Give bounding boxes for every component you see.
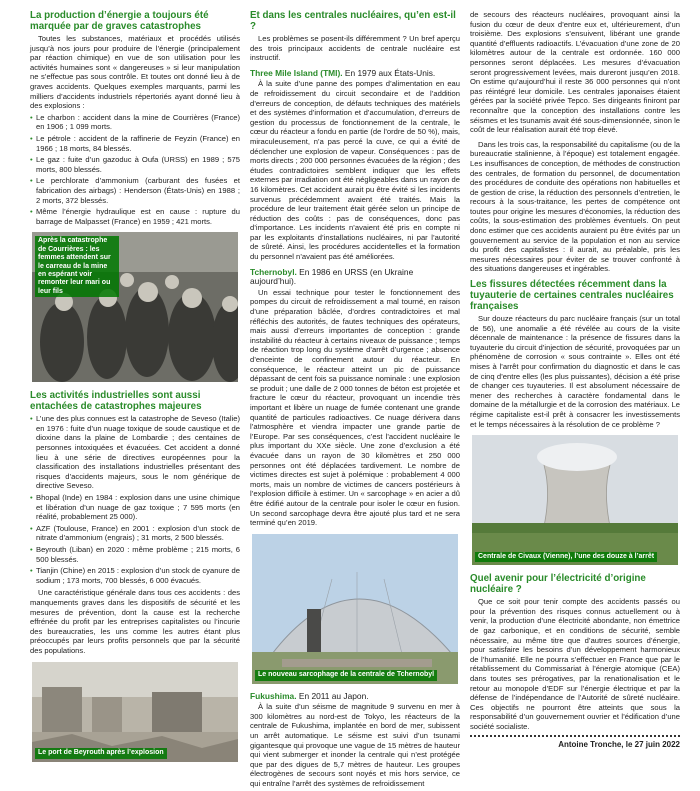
- list-item: • Beyrouth (Liban) en 2020 : même problème ; 215 morts, 6 500 blessés.: [30, 545, 240, 564]
- tchernobyl-date: En 1986 en URSS (en Ukraine aujourd’hui).: [250, 266, 414, 287]
- photo-sarcophage-image: [252, 534, 460, 684]
- paragraph-fukushima: À la suite d’un séisme de magnitude 9 survenu en mer à 300 kilomètres au nord-est de Tokyo, les réacteurs de la centrale de Fukushima, implantée en bord de mer, subissent un arrêt automatique. Le séisme est suivi d’un tsunami gigantesque qui provoque une vague de 15 mètres de hauteur qui vient submerger et inonder la centrale qui n’est protégée que par des digues de 5,7 mètres de hauteur. Les groupes électrogènes de secours sont noyés et mis hors service, ce qui entraîne l’arrêt des systèmes de refroidissement: [250, 702, 460, 789]
- paragraph-fukushima-cont: de secours des réacteurs nucléaires, provoquant ainsi la fusion du cœur de deux d’entre eux et, ultérieurement, d’un troisième. Des explosions s’ensuivent, libérant une grande quantité d’effluents radioactifs. L’évacuation d’une zone de 20 kilomètres autour de la centrale est ordonnée. 160 000 personnes seront déplacées. Les mesures d’évacuation seront progressivement levées, mais dureront jusqu’en 2018. On estime qu’aujourd’hui il reste 36 000 personnes qui n’ont pas réintégré leur domicile. Les centrales japonaises étaient gérées par la société privée Tepco. Ses dirigeants finiront par reconnaître que la conception des installations contre les séismes et les tsunamis avait été sous-dimensionnée, sinon le coût de leur réalisation aurait été trop élevé.: [470, 10, 680, 135]
- fukushima-date: En 2011 au Japon.: [296, 690, 369, 701]
- subheading-tmi: [250, 69, 460, 79]
- photo-caption: Le port de Beyrouth après l’explosion: [35, 748, 167, 758]
- column-left: [30, 10, 240, 770]
- photo-caption: Le nouveau sarcophage de la centrale de Tchernobyl: [255, 670, 437, 680]
- list-item: • Bhopal (Inde) en 1984 : explosion dans une usine chimique et libération d’un nuage de gaz toxique ; 7 595 morts (en réalité, probablement 25 000).: [30, 493, 240, 522]
- photo-civaux: [470, 433, 680, 567]
- column-right: [470, 10, 680, 750]
- photo-civaux-image: [472, 435, 680, 565]
- list-item: • Même l’énergie hydraulique est en cause : rupture du barrage de Malpasset (France) en 1959 ; 421 morts.: [30, 207, 240, 226]
- list-item: • Le perchlorate d’ammonium (carburant des fusées et fabrication des airbags) : Henderson (États-Unis) en 1988 ; 2 morts, 372 blessés.: [30, 176, 240, 205]
- paragraph-general-cause: Une caractéristique générale dans tous ces accidents : des manquements graves dans les dispositifs de sécurité et les mesures de prévention, dont la cause est la recherche effrénée du profit par les entreprises capitalistes ou l’incurie des bureaucraties, les uns comme les autres étant plus préoccupés par leurs profits personnels que par la sécurité des populations.: [30, 588, 240, 655]
- paragraph-tchernobyl: Un essai technique pour tester le fonctionnement des pompes du circuit de refroidissement a mal tourné, en raison d’une préparation bâclée, d’ordres contradictoires et mal réfléchis des autorités, de fautes techniques des opérateurs, mais aussi d’erreurs importantes de conception : grande instabilité du réacteur à certains niveaux de puissance ; temps de réaction trop long du système d’arrêt d’urgence ; absence d’enceinte de confinement autour du réacteur. En conséquence, le réacteur atteint un pic de puissance dépassant de cent fois sa puissance nominale : une explosion se produit ; une dalle de 2 000 tonnes de béton est projetée et fracture le cœur du réacteur, provoquant un incendie très important et libère un nuage de fumée contenant une grande quantité de particules radioactives. Ce nuage dérivera dans l’atmosphère et viendra impacter une grande partie de l’Europe. Par ses conséquences, c’est l’accident nucléaire le plus important du XXe siècle. Une zone d’exclusion a été évacuée dans un rayon de 30 kilomètres et 250 000 personnes ont été déplacées tardivement. Le nombre de victimes directes est sujet à polémique : probablement 4 000 morts, mais un nombre de victimes de cancers postérieurs à l’explosion difficile à estimer. Un « sarcophage » en acier a dû être édifié autour de la centrale pour isoler le cœur en fusion. Un second sarcophage devra être ajouté plus tard et ne sera terminé qu’en 2019.: [250, 287, 460, 528]
- list-item: • L’une des plus connues est la catastrophe de Seveso (Italie) en 1976 : fuite d’un nuage toxique de soude caustique et de dioxine dans la plaine de Lombardie ; des centaines de personnes intoxiquées et évacuées. Cet accident a donné lieu à une série de directives européennes pour la classification des installations industrielles présentant des risques d’accidents majeurs, sous le nom générique de directive Seveso.: [30, 414, 240, 491]
- list-item: • AZF (Toulouse, France) en 2001 : explosion d’un stock de nitrate d’ammonium (engrais) ; 31 morts, 2 500 blessés.: [30, 524, 240, 543]
- photo-courrieres: [30, 230, 240, 384]
- heading-energy-catastrophes: La production d’énergie a toujours été marquée par de graves catastrophes: [30, 10, 209, 32]
- paragraph-intro: Les problèmes se posent-ils différemment ? Un bref aperçu des trois principaux accidents de centrale nucléaire est instructif.: [250, 34, 460, 63]
- subheading-fukushima: [250, 692, 460, 702]
- photo-caption: Après la catastrophe de Courrières : les femmes attendent sur le carreau de la mine en espérant voir remonter leur mari ou leur fils: [35, 236, 119, 297]
- paragraph-tmi: À la suite d’une panne des pompes d’alimentation en eau de refroidissement du circuit secondaire et de l’addition d’erreurs de conception, de défauts techniques des matériels et des systèmes d’information et d’accumulation, d’erreurs de gestion du processus de fonctionnement de la centrale, le cœur du réacteur a fondu en partie (de l’ordre de 50 %), mais, miraculeusement, n’a pas percé la cuve, ce qui a évité de déclencher une explosion de vapeur. Conséquences : pas de morts directs ; 200 000 personnes évacuées de la région ; des études contradictoires semblent indiquer que les effets externes par irradiation ont été négligeables dans un rayon de 16 kilomètres. Cet accident aurait pu être évité si les incidents survenus précédemment avaient été traités. Mais la procédure de leur traitement était gérée selon un principe de réduction des coûts : pas de conséquences, donc pas d’importance. Les incidents n’avaient été pris en compte ni par les exploitants d’installations nucléaires, ni par l’autorité de sûreté. Ainsi, les procédures accidentelles et la formation du personnel n’avaient pas été améliorées.: [250, 79, 460, 262]
- list-item: • Le gaz : fuite d’un gazoduc à Oufa (URSS) en 1989 ; 575 morts, 800 blessés.: [30, 155, 240, 174]
- subheading-tchernobyl: [250, 268, 460, 287]
- list-item: • Le charbon : accident dans la mine de Courrières (France) en 1906 ; 1 099 morts.: [30, 113, 240, 132]
- column-middle: [250, 10, 460, 791]
- paragraph-intro: Toutes les substances, matériaux et procédés utilisés jusqu’à nos jours pour produire de l’énergie (principalement par réaction chimique) en vue de son utilisation pour les activités humaines sont « dangereuses » si leur manipulation ne s’effectue pas sous contrôle. Et toutes ont donné lieu à de graves accidents. Quelques exemples marquants, parmi les milliers d’accidents industriels répertoriés ayant donné lieu à des explosions :: [30, 34, 240, 111]
- heading-industrial-catastrophes: Les activités industrielles sont aussi entachées de catastrophes majeures: [30, 390, 202, 413]
- signature: Antoine Tronche, le 27 juin 2022: [470, 735, 680, 750]
- list-item: • Tianjin (Chine) en 2015 : explosion d’un stock de cyanure de sodium ; 173 morts, 700 blessés, 6 000 évacués.: [30, 566, 240, 585]
- fukushima-title: Fukushima.: [250, 690, 297, 701]
- heading-fissures: Les fissures détectées récemment dans la tuyauterie de certaines centrales nucléaires françaises: [470, 279, 674, 313]
- photo-beyrouth-image: [32, 662, 240, 762]
- photo-sarcophage: [250, 532, 460, 686]
- paragraph-future: Que ce soit pour tenir compte des accidents passés ou pour la prévention des risques connus actuellement ou à venir, la production d’une électricité abondante, non émettrice de gaz carbonique, et en conditions de sécurité, semble nécessaire, au même titre que d’autres sources d’énergie, pour satisfaire les besoins d’un développement harmonieux de l’humanité. Elle ne pourra s’effectuer en France que par le rétablissement du Commissariat à l’énergie atomique (CEA) dans toutes ses prérogatives, par la renationalisation et le retour au monopole d’EDF sur l’énergie électrique et par la défense de l’indépendance de l’Autorité de sûreté nucléaire. Ces objectifs ne pourront être atteints que sous la responsabilité d’un gouvernement ouvrier et l’édification d’une société socialiste.: [470, 597, 680, 731]
- tmi-title: Three Mile Island (TMI).: [250, 67, 343, 78]
- list-item: • Le pétrole : accident de la raffinerie de Feyzin (France) en 1966 ; 18 morts, 84 blessés.: [30, 134, 240, 153]
- paragraph-responsibility: Dans les trois cas, la responsabilité du capitalisme (ou de la bureaucratie stalinienne, à l’époque) est totalement engagée. Les insuffisances de conception, de méthodes de construction des centrales, de formation du personnel, de documentation des procédures de conduite des opérations non habituelles et de gestion de crise, la réduction des personnels d’entretien, le recours à la sous-traitance, les pertes de compétence ont toutes pour origine les mesures d’économies, la réduction des coûts, la sous-estimation des problèmes éventuels. On peut donc estimer que ces accidents auraient pu être évités par un gouvernement au service de la population et non au service du profit des capitalistes : il aurait, au préalable, pris les mesures nécessaires pour éviter de se trouver confronté à des situations dangereuses et ingérables.: [470, 139, 680, 274]
- photo-caption: Centrale de Civaux (Vienne), l’une des douze à l’arrêt: [475, 552, 657, 562]
- paragraph-fissures: Sur douze réacteurs du parc nucléaire français (sur un total de 56), une anomalie a été révélée au cours de la visite décennale de maintenance : la présence de fissures dans la tuyauterie du circuit d’injection de sécurité, provoquées par un phénomène de corrosion « sous contrainte ». Elles ont été mises à l’arrêt pour confirmation du diagnostic et dans le cas de cinq d’entre elles (les plus puissantes), décision a été prise de changer ces tuyauteries. Il est absolument nécessaire de mener des recherches à caractère fondamental dans le domaine de la métallurgie et de la corrosion des matériaux. Le régime capitaliste est-il prêt à consacrer les investissements et le temps nécessaires à la résolution de ce problème ?: [470, 314, 680, 429]
- tchernobyl-title: Tchernobyl.: [250, 266, 297, 277]
- tmi-date: En 1979 aux États-Unis.: [342, 67, 436, 78]
- heading-nuclear-plants: Et dans les centrales nucléaires, qu’en est-il ?: [250, 10, 456, 32]
- list-energy-accidents: [30, 113, 240, 227]
- list-industrial-accidents: [30, 414, 240, 585]
- photo-beyrouth: [30, 660, 240, 764]
- heading-future: Quel avenir pour l’électricité d’origine nucléaire ?: [470, 573, 646, 596]
